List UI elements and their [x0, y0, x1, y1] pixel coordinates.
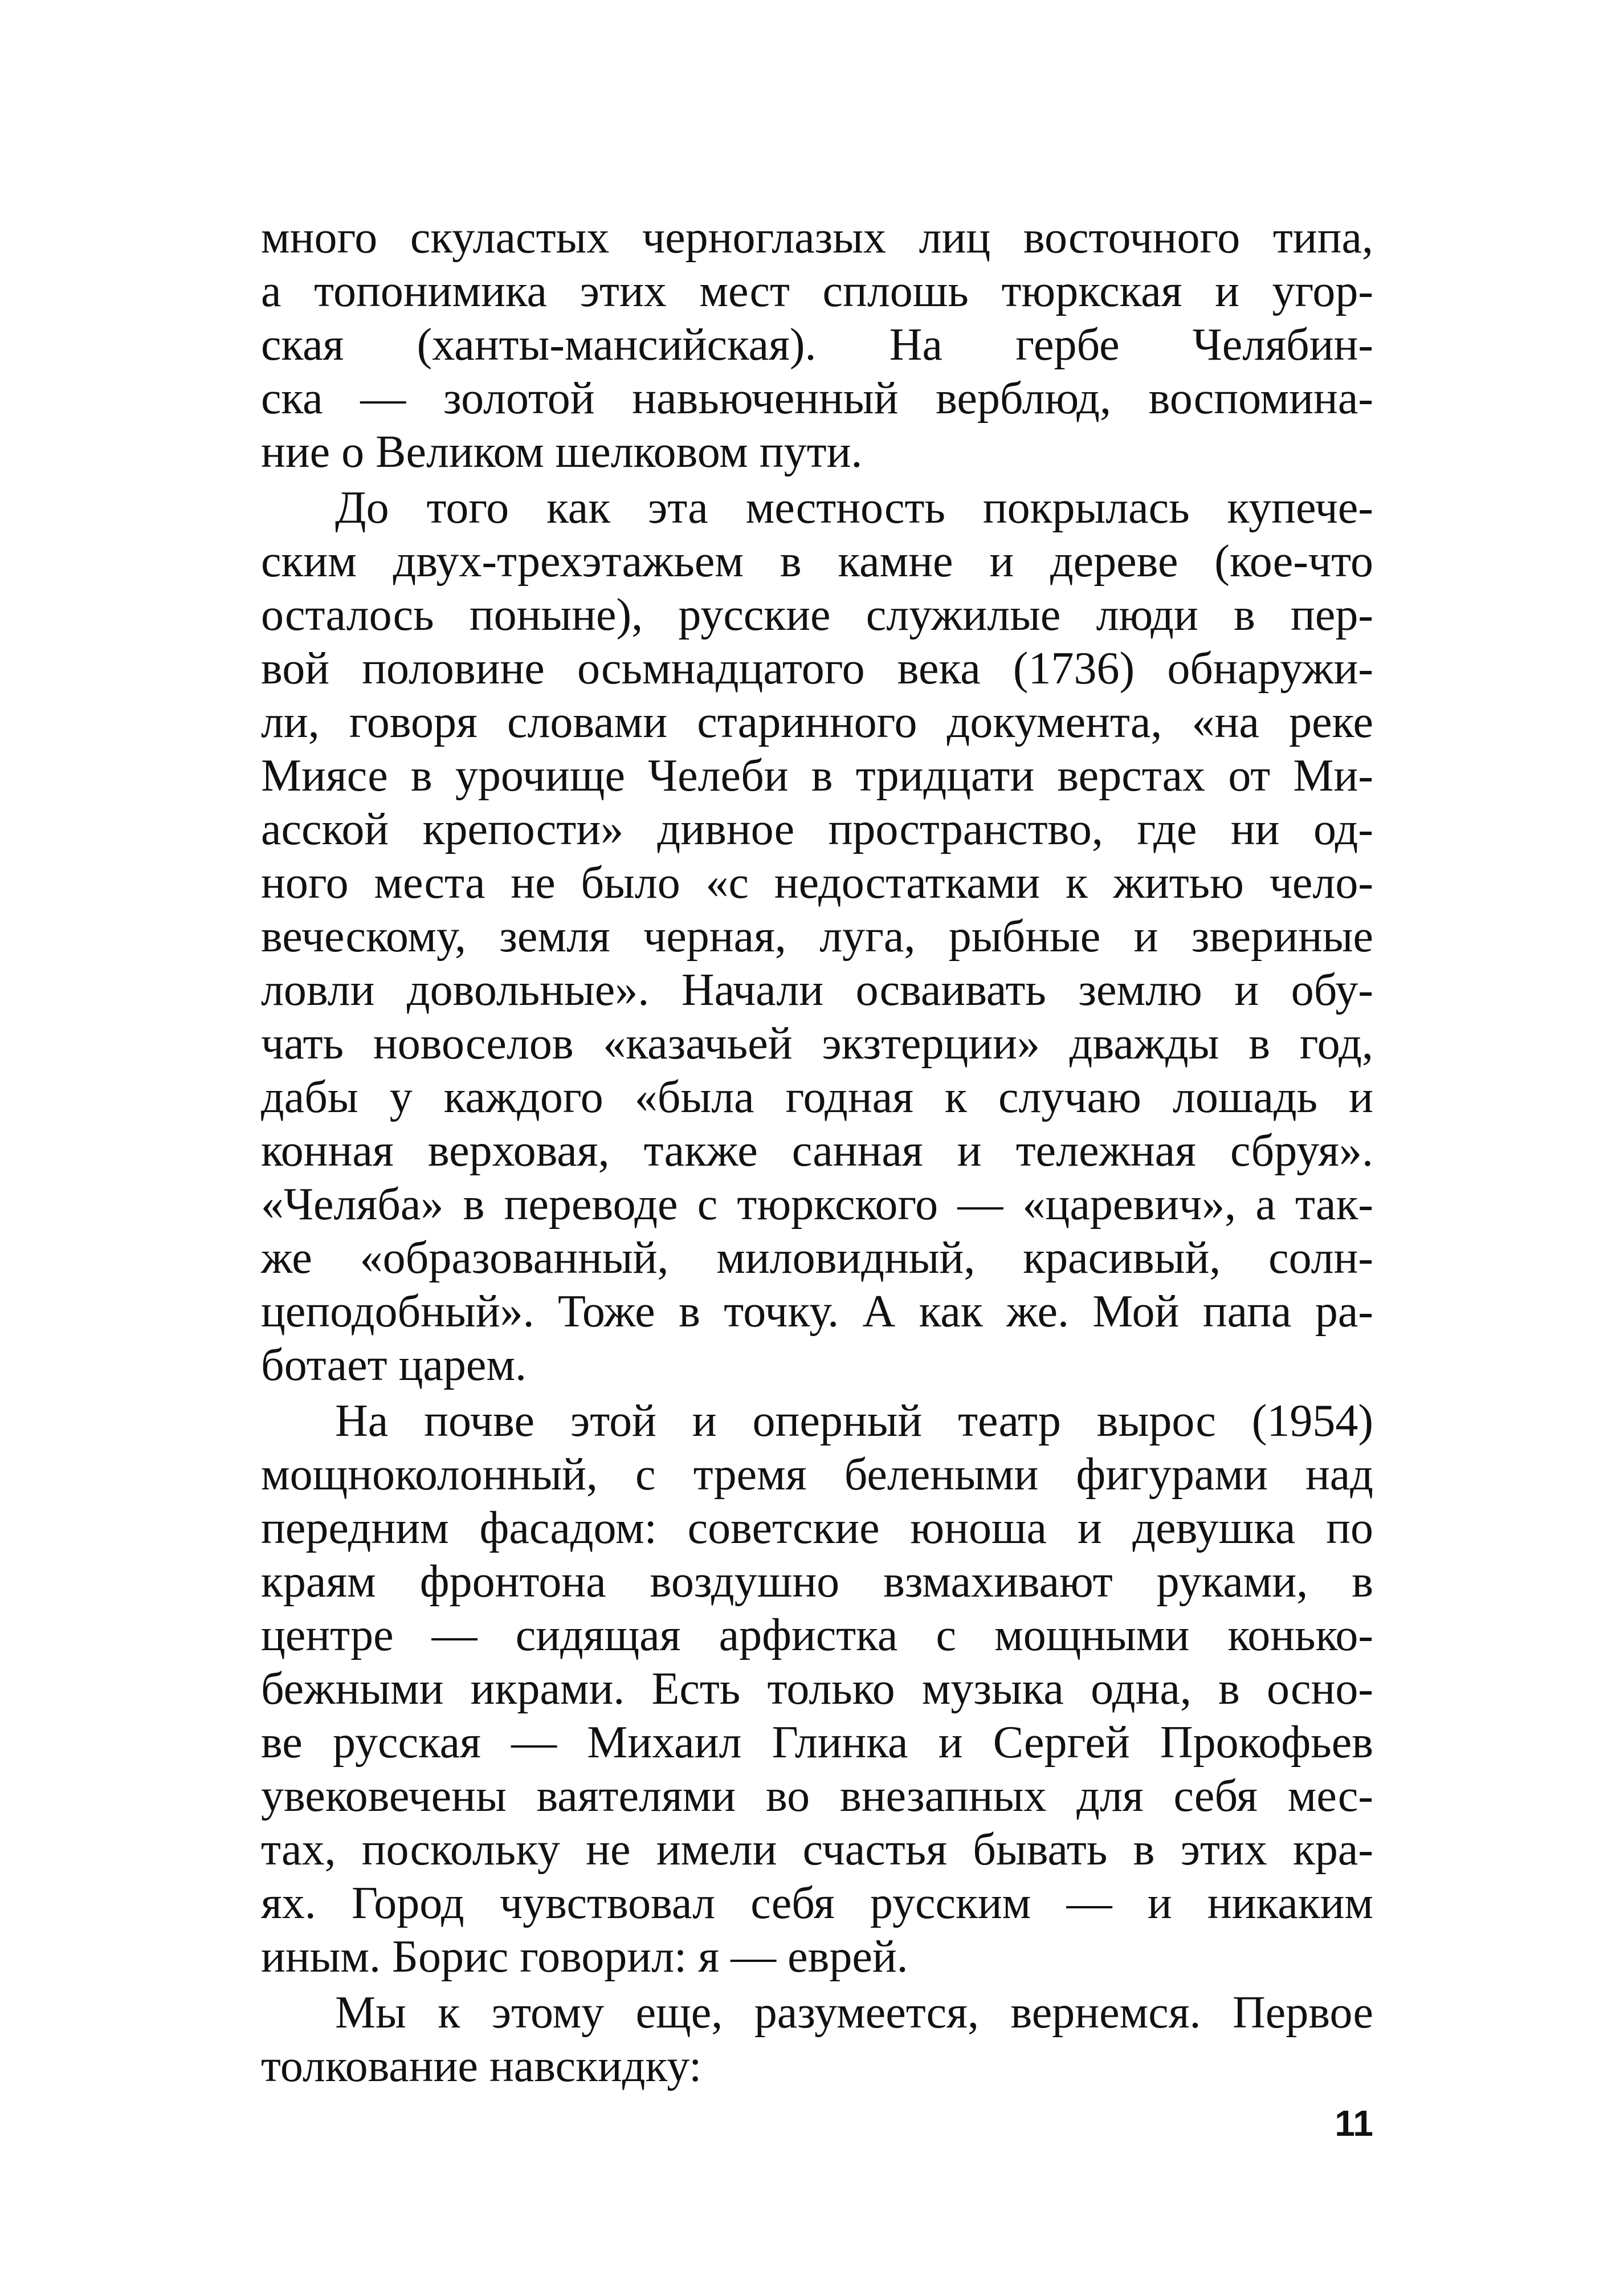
- text-line: ским двух-трехэтажьем в камне и дереве (кое-что: [261, 536, 1373, 587]
- text-line: краям фронтона воздушно взмахивают руками, в: [261, 1557, 1373, 1607]
- text-line: осталось поныне), русские служилые люди в пер-: [261, 590, 1373, 640]
- text-line: ве русская — Михаил Глинка и Сергей Прокофьев: [261, 1717, 1373, 1768]
- text-line: асской крепости» дивное пространство, где ни од-: [261, 804, 1373, 854]
- text-line: передним фасадом: советские юноша и девушка по: [261, 1503, 1373, 1553]
- paragraph: [261, 1394, 1373, 1984]
- text-line: ская (ханты-мансийская). На гербе Челябин-: [261, 320, 1373, 370]
- text-line: а топонимика этих мест сплошь тюркская и угор-: [261, 266, 1373, 316]
- text-line: конная верховая, также санная и тележная сбруя».: [261, 1126, 1373, 1176]
- text-line: чать новоселов «казачьей экзтерции» дважды в год,: [261, 1019, 1373, 1069]
- text-line: цеподобный». Тоже в точку. А как же. Мой папа ра-: [261, 1286, 1373, 1337]
- text-line: много скуластых черноглазых лиц восточного типа,: [261, 213, 1373, 263]
- text-line: центре — сидящая арфистка с мощными конько-: [261, 1610, 1373, 1660]
- paragraph: [261, 481, 1373, 1392]
- text-line: вой половине осьмнадцатого века (1736) обнаружи-: [261, 644, 1373, 694]
- text-line: же «образованный, миловидный, красивый, солн-: [261, 1233, 1373, 1283]
- text-line: увековечены ваятелями во внезапных для себя мес-: [261, 1771, 1373, 1821]
- text-line: ловли довольные». Начали осваивать землю и обу-: [261, 965, 1373, 1015]
- text-line: ние о Великом шелковом пути.: [261, 427, 863, 477]
- text-line: Миясе в урочище Челеби в тридцати верстах от Ми-: [261, 751, 1373, 801]
- text-line: бежными икрами. Есть только музыка одна, в осно-: [261, 1664, 1373, 1714]
- text-line: тах, поскольку не имели счастья бывать в этих кра-: [261, 1825, 1373, 1875]
- text-line: ска — золотой навьюченный верблюд, воспомина-: [261, 373, 1373, 424]
- text-line: мощноколонный, с тремя белеными фигурами над: [261, 1450, 1373, 1500]
- text-line: ботает царем.: [261, 1340, 527, 1390]
- text-line: На почве этой и оперный театр вырос (1954): [335, 1396, 1373, 1446]
- text-line: дабы у каждого «была годная к случаю лошадь и: [261, 1072, 1373, 1122]
- text-line: ного места не было «с недостатками к житью чело-: [261, 858, 1373, 908]
- body-text: [261, 211, 1373, 2093]
- text-line: иным. Борис говорил: я — еврей.: [261, 1932, 908, 1982]
- text-line: ях. Город чувствовал себя русским — и никаким: [261, 1878, 1373, 1928]
- paragraph: [261, 211, 1373, 479]
- text-line: Мы к этому еще, разумеется, вернемся. Первое: [335, 1988, 1373, 2038]
- paragraph: [261, 1986, 1373, 2093]
- text-line: толкование навскидку:: [261, 2041, 702, 2091]
- text-line: веческому, земля черная, луга, рыбные и звериные: [261, 911, 1373, 962]
- text-line: ли, говоря словами старинного документа, «на реке: [261, 697, 1373, 747]
- text-line: «Челяба» в переводе с тюркского — «царевич», а так-: [261, 1179, 1373, 1229]
- text-line: До того как эта местность покрылась купече-: [335, 483, 1373, 533]
- page-number: 11: [1335, 2103, 1373, 2144]
